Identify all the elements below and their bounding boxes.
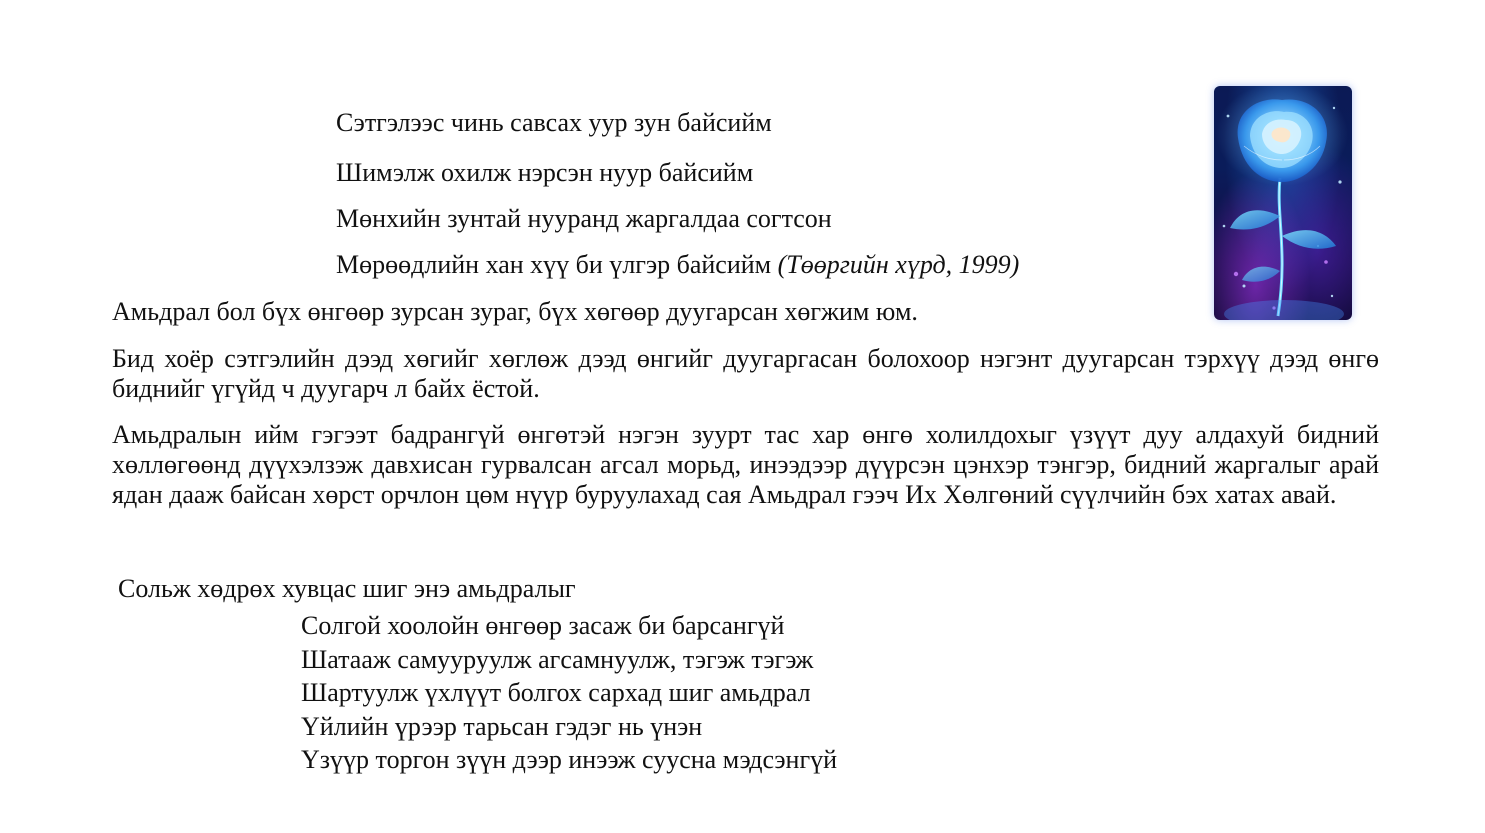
poem-line: Солгой хоолойн өнгөөр засаж би барсангүй [301, 611, 785, 640]
poem-line [336, 250, 1019, 280]
poem-line: Шартуулж үхлүүт болгох сархад шиг амьдрал [301, 678, 811, 707]
poem-line: Шатааж самууруулж агсамнуулж, тэгэж тэгэж [301, 644, 814, 674]
rose-image [1214, 86, 1352, 320]
poem-line: Үзүүр торгон зүүн дээр инээж суусна мэдсэнгүй [301, 745, 838, 774]
paragraph: Амьдралын ийм гэгээт бадрангүй өнгөтэй нэгэн зуурт тас хар өнгө холилдохыг үзүүт дуу алдахуй бидний хөллөгөөнд дүүхэлзэж давхисан гурвалсан агсал морьд, инээдээр дүүрсэн цэнхэр тэнгэр, бидний жаргалыг арай ядан дааж байсан хөрст орчлон цөм нүүр буруулахад сая Амьдрал гээч Их Хөлгөний сүүлчийн бэх хатах авай. [112, 420, 1379, 509]
glowing-blue-rose-illustration [1214, 86, 1352, 320]
poem-line [336, 158, 753, 188]
poem-line-text: Сэтгэлээс чинь савсах уур зун байсийм [336, 108, 772, 137]
poem-line: Үйлийн үрээр тарьсан гэдэг нь үнэн [301, 711, 703, 741]
poem-line [336, 108, 772, 138]
poem-bottom-first-line: Сольж хөдрөх хувцас шиг энэ амьдралыг [118, 574, 576, 603]
paragraph: Амьдрал бол бүх өнгөөр зурсан зураг, бүх хөгөөр дуугарсан хөгжим юм. [112, 297, 918, 326]
poem-citation: (Төөргийн хүрд, 1999) [777, 250, 1020, 279]
poem-line-text: Мөнхийн зунтай нууранд жаргалдаа согтсон [336, 204, 832, 233]
poem-line-text: Мөрөөдлийн хан хүү би үлгэр байсийм [336, 250, 778, 279]
paragraph: Бид хоёр сэтгэлийн дээд хөгийг хөглөж дээд өнгийг дуугаргасан болохоор нэгэнт дуугарсан тэрхүү дээд өнгө биднийг үгүйд ч дуугарч л байх ёстой. [112, 344, 1379, 403]
poem-line [336, 204, 832, 234]
poem-bottom [301, 609, 837, 777]
poem-line-text: Шимэлж охилж нэрсэн нуур байсийм [336, 158, 754, 187]
